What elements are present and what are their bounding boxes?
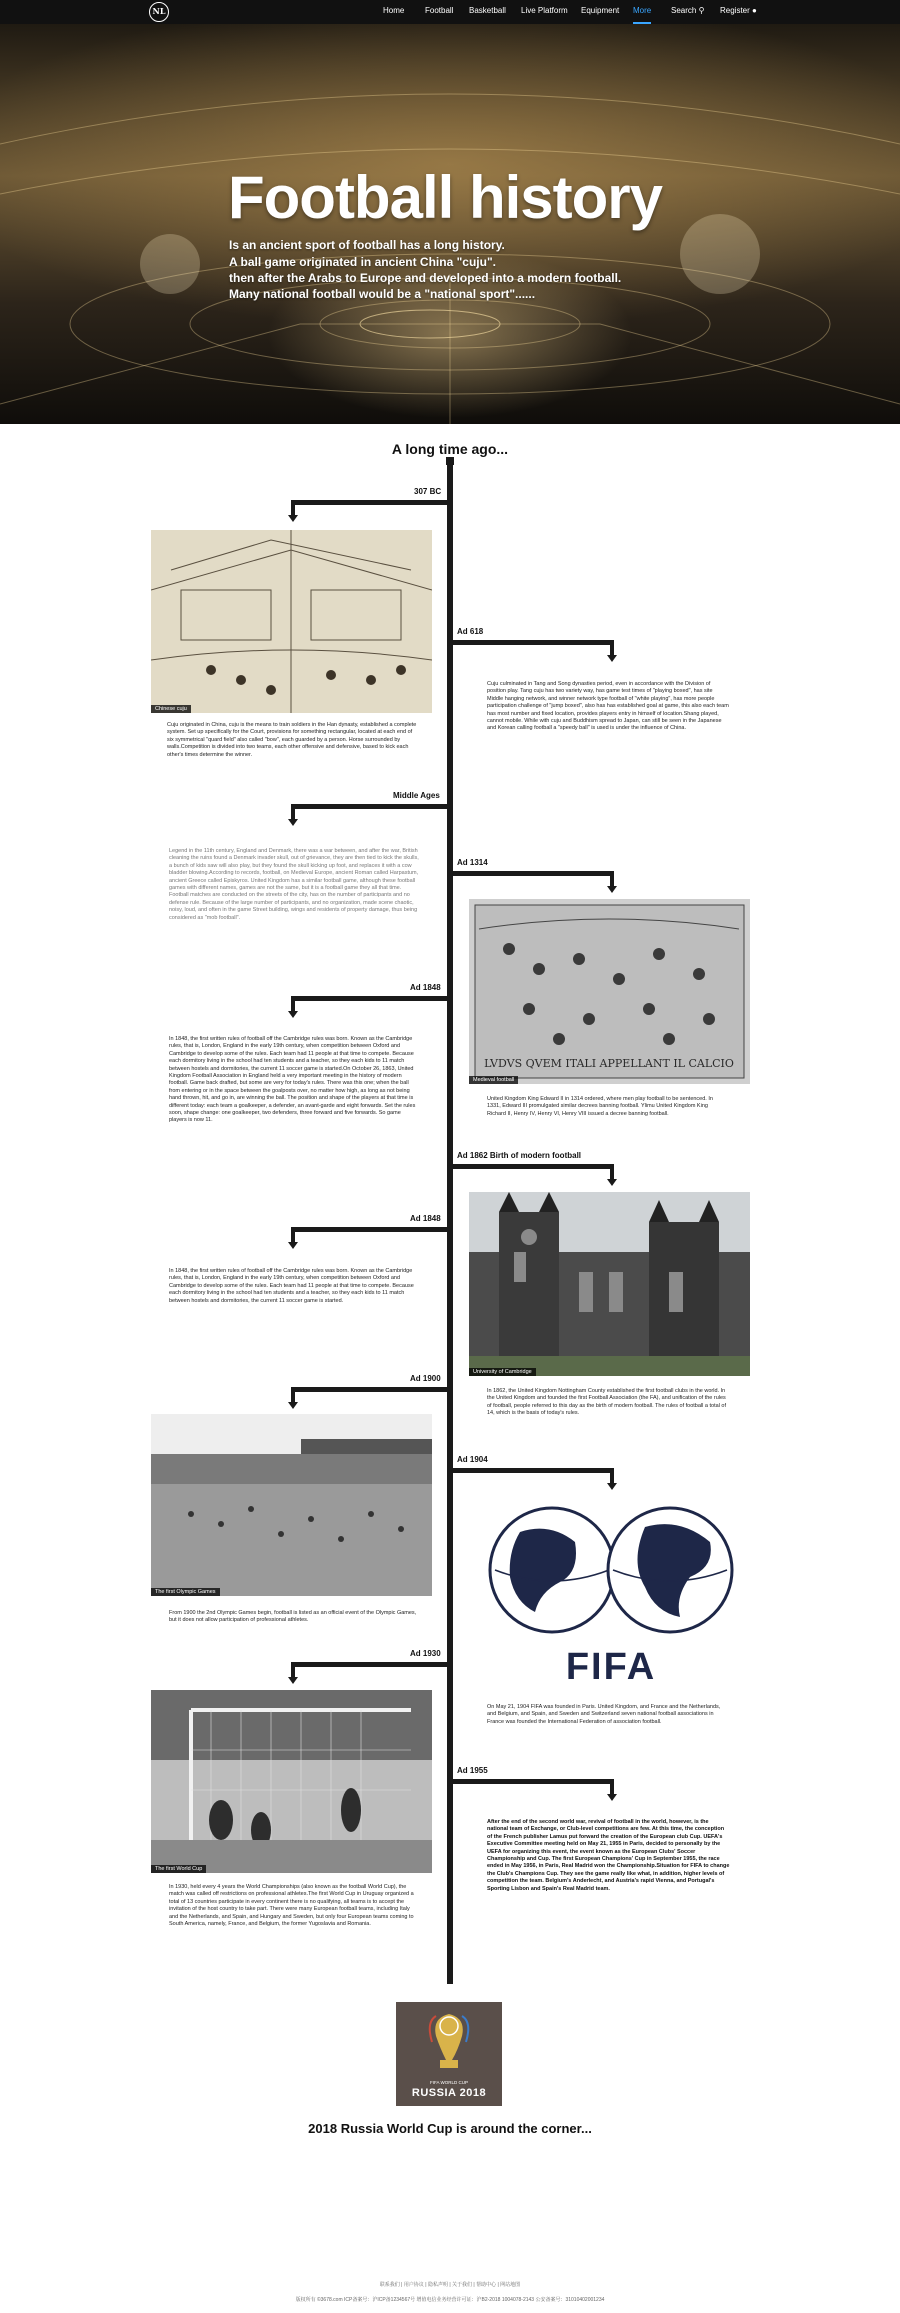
nav-live-platform[interactable]: Live Platform [521, 6, 568, 15]
search-icon: ⚲ [698, 6, 705, 15]
entry-text: In 1930, held every 4 years the World Championships (also known as the football World Cup), the match was called off restrictions on professional athletes.The first World Cup in Uruguay organized a total of 13 countries participate in every continent there is no qualifying, all teams is to accept the invitation of the host country to take part. There were many European football teams, including Italy and the Netherlands, and Spain, and Hungary and Sweden, but only four European teams coming to South America, namely, France, and Belgium, the former Yugoslavia and Romania. [169, 1884, 414, 1928]
russia-2018-logo [396, 2002, 502, 2106]
branch-arrow-icon [288, 1242, 298, 1249]
branch-stem [291, 1227, 295, 1243]
user-icon: ● [752, 6, 757, 15]
branch-line [451, 1164, 614, 1169]
hero-line: then after the Arabs to Europe and developed into a modern football. [229, 271, 622, 285]
hero-title: Football history [228, 164, 662, 231]
nav-football[interactable]: Football [425, 6, 454, 15]
entry-text: From 1900 the 2nd Olympic Games begin, football is listed as an official event of the Olympic Games, but it does not allow participation of professional athletes. [169, 1610, 417, 1624]
timeline-heading: A long time ago... [391, 441, 509, 457]
branch-arrow-icon [607, 886, 617, 893]
image-caption: University of Cambridge [469, 1368, 536, 1376]
image-caption: The first Olympic Games [151, 1588, 220, 1596]
hero-banner [0, 24, 900, 424]
entry-date: Ad 1848 [410, 983, 441, 992]
entry-text: Cuju originated in China, cuju is the means to train soldiers in the Han dynasty, established a complete system. Set up specifically for the Court, provisions for something rectangular, located at each end of six symmetrical "quard field" also called "bow", each guarded by a person. Horse surrounded by walls.Competition is divided into two teams, each other offensive and defensive, based to kick each other's times determine the winner. [167, 722, 417, 758]
branch-arrow-icon [288, 819, 298, 826]
entry-date: Ad 1955 [457, 1766, 488, 1775]
image-caption: The first World Cup [151, 1865, 206, 1873]
branch-stem [291, 1662, 295, 1678]
nav-more[interactable]: More [633, 0, 651, 24]
branch-line [291, 996, 451, 1001]
nav-basketball[interactable]: Basketball [469, 6, 506, 15]
branch-arrow-icon [607, 655, 617, 662]
image-caption: Chinese cuju [151, 705, 191, 713]
image-first-world-cup [151, 1690, 432, 1873]
entry-text: Cuju culminated in Tang and Song dynasties period, even in accordance with the Division of position play. Tang cuju has two variety way, has game test times of "playing boxed", has site Middle hanging network, and winner network type football of "white playing", has more people participation challenge of "jump boxed", also has has established goal at game, this also each team has most number and fixed location, provides players entry in himself of location.Shang played, cannot mobile. While with cuju and Buddhism spread to Japan, can still be seen in the Japanese and Korean calling football a "speedy ball" is used is under the influence of China. [487, 681, 729, 732]
branch-arrow-icon [288, 1402, 298, 1409]
branch-arrow-icon [607, 1794, 617, 1801]
image-chinese-cuju [151, 530, 432, 713]
branch-line [291, 1662, 451, 1667]
entry-text: Legend in the 11th century, England and Denmark, there was a war between, and after the war, British cleaning the ruins found a Denmark invader skull, out of grievance, they are then tied to kick the skulls, a bunch of kids saw will also play, but they found the skull kicking up foot, and replaces it with a cow bladder blowing.According to records, football, on Medieval Europe, ancient Roman called Harpastum, ancient Greece called Episkyros. United Kingdom has a similar football game, although these football games with different names, games are not the same, but it is a football game they all that time. Football matches are conducted on the streets of the city, has on the number of participants and no defense rule. Because of the large number of participants, and no organization, made scene chaotic, noisy, loud, and often in the game Street building, wings and residents of property damage, thus being considered as "mob football". [169, 848, 419, 921]
branch-stem [610, 1164, 614, 1180]
nav-search[interactable] [671, 0, 704, 24]
branch-stem [610, 1779, 614, 1795]
image-caption: Medieval football [469, 1076, 518, 1084]
entry-date: Middle Ages [393, 791, 440, 800]
entry-text: In 1862, the United Kingdom Nottingham County established the first football clubs in the world. In the United Kingdom and founded the first Football Association (the FA), and unification of the rules of football, people referred to this day as the birth of modern football. The rules of football a total of 14, which is the basis of today's rules. [487, 1388, 726, 1417]
entry-date: Ad 1904 [457, 1455, 488, 1464]
entry-text: United Kingdom King Edward II in 1314 ordered, where men play football to be sentenced. In 1331, Edward III promulgated similar decrees banning football. Ylimu United Kingdom King Richard II, Henry IV, Henry VI, Henry VIII issued a decree banning football. [487, 1096, 713, 1117]
site-logo[interactable]: NL [149, 2, 169, 22]
entry-text: After the end of the second world war, revival of football in the world, however, is the national team of Exchange, or Club-level competitions are few. At this time, the conception of the French publisher Lamus put forward the creation of the European club Cup. UEFA's Executive Committee meeting held on May 21, 1955 in Paris, decided to personally by the UEFA for organizing this event, the event known as the European Clubs' Soccer Championship and Cup. The first European Champions' Cup in September 1955, the race ended in May 1956, in Paris, Real Madrid won the Championship.Situation for FIFA to change the Club's Champions Cup. They see the game really like what, in addition, higher levels of competition the team. Belgium's Anderlecht, and Austria's rapid Vienna, and Portugal's Sporting Lisbon and Spain's Real Madrid team. [487, 1819, 730, 1892]
entry-date: Ad 1930 [410, 1649, 441, 1658]
branch-stem [291, 996, 295, 1012]
fifa-wordmark: FIFA [565, 1646, 657, 1688]
entry-date: 307 BC [414, 487, 442, 496]
branch-arrow-icon [607, 1483, 617, 1490]
entry-date: Ad 1900 [410, 1374, 441, 1383]
fifa-logo [480, 1502, 742, 1694]
branch-line [451, 871, 614, 876]
branch-line [451, 1779, 614, 1784]
svg-text:LVDVS QVEM ITALI APPELLANT IL: LVDVS QVEM ITALI APPELLANT IL CALCIO [484, 1057, 734, 1070]
branch-arrow-icon [288, 1677, 298, 1684]
entry-date: Ad 1848 [410, 1214, 441, 1223]
hero-line: Many national football would be a "national sport"...... [229, 287, 536, 301]
cambridge-photo [469, 1192, 750, 1376]
nav-register[interactable] [720, 0, 757, 24]
nav-home[interactable]: Home [383, 6, 405, 15]
olympic-photo [151, 1414, 432, 1596]
entry-date: Ad 1314 [457, 858, 488, 867]
top-nav [0, 0, 900, 24]
branch-arrow-icon [288, 1011, 298, 1018]
branch-stem [610, 871, 614, 887]
hero-line: Is an ancient sport of football has a long history. [229, 238, 505, 252]
world-cup-trophy-icon [396, 2002, 502, 2082]
entry-text: On May 21, 1904 FIFA was founded in Paris. United Kingdom, and France and the Netherlands, and Belgium, and Spain, and Sweden and Switzerland seven national football associations in France was founded the International Federation of association football. [487, 1704, 721, 1725]
entry-date: Ad 618 [457, 627, 484, 636]
medieval-illustration [469, 899, 750, 1084]
footer-links[interactable]: 联系我们 | 用户协议 | 隐私声明 | 关于我们 | 帮助中心 | 网站地图 [379, 2282, 521, 2288]
branch-arrow-icon [288, 515, 298, 522]
nav-search-label: Search [671, 6, 697, 15]
image-medieval-football [469, 899, 750, 1084]
timeline-spine [447, 461, 453, 1984]
logo-subtitle: FIFA WORLD CUP [429, 2080, 468, 2085]
branch-line [291, 500, 451, 505]
entry-date: Ad 1862 Birth of modern football [457, 1151, 582, 1160]
outro-text: 2018 Russia World Cup is around the corner... [308, 2121, 592, 2136]
branch-line [291, 804, 451, 809]
world-cup-photo [151, 1690, 432, 1873]
hero-line: A ball game originated in ancient China "cuju". [229, 255, 496, 269]
logo-title: RUSSIA 2018 [411, 2087, 487, 2099]
entry-text: In 1848, the first written rules of football off the Cambridge rules was born. Known as the Cambridge rules, that is, London, England in the early 19th century, when competition between Oxford and Cambridge to develop some of the rules. Each team had 11 people at that time to compete. Because each dormitory living in the school had ten students and a teacher, so they each kids to 11 match between hostels and dormitories, the current 11 soccer game is started.On October 26, 1863, United Kingdom Football Association in England held a very important meeting in the history of modern football. Game back drafted, but some are very for today's rules. There was this one; when the ball from entering or in the space between the goalposts over, no matter how high, as long as not being hand thrown, hit, and go in, are winning the ball. The position and shape of the players at that time is different today: each team a goalkeeper, a defender, an avant-garde and eight forwards. Set the rules soon, shape change: one goalkeeper, two defenders, three forward and five forwards. So game players is now 11. [169, 1036, 416, 1124]
branch-line [291, 1227, 451, 1232]
branch-stem [291, 804, 295, 820]
nav-register-label: Register [720, 6, 750, 15]
branch-stem [291, 1387, 295, 1403]
image-university-of-cambridge [469, 1192, 750, 1376]
cuju-illustration [151, 530, 432, 713]
branch-line [291, 1387, 451, 1392]
image-first-olympic-games [151, 1414, 432, 1596]
branch-stem [610, 640, 614, 656]
footer-copyright: 版权所有 ©3678.com ICP备案号：沪ICP备1234567号 增值电信业务经营许可证：沪B2-2018 1004078-2143 公安备案号：31010402001234 [295, 2297, 605, 2303]
branch-arrow-icon [607, 1179, 617, 1186]
branch-stem [610, 1468, 614, 1484]
branch-stem [291, 500, 295, 516]
branch-line [451, 640, 614, 645]
branch-line [451, 1468, 614, 1473]
nav-equipment[interactable]: Equipment [581, 6, 620, 15]
entry-text: In 1848, the first written rules of football off the Cambridge rules was born. Known as the Cambridge rules, that is, London, England in the early 19th century, when competition between Oxford and Cambridge to develop some of the rules. Each team had 11 people at that time to compete. Because each dormitory living in the school had ten students and a teacher, so they each kids to 11 match between hostels and dormitories, the current 11 soccer game is started. [169, 1268, 414, 1304]
